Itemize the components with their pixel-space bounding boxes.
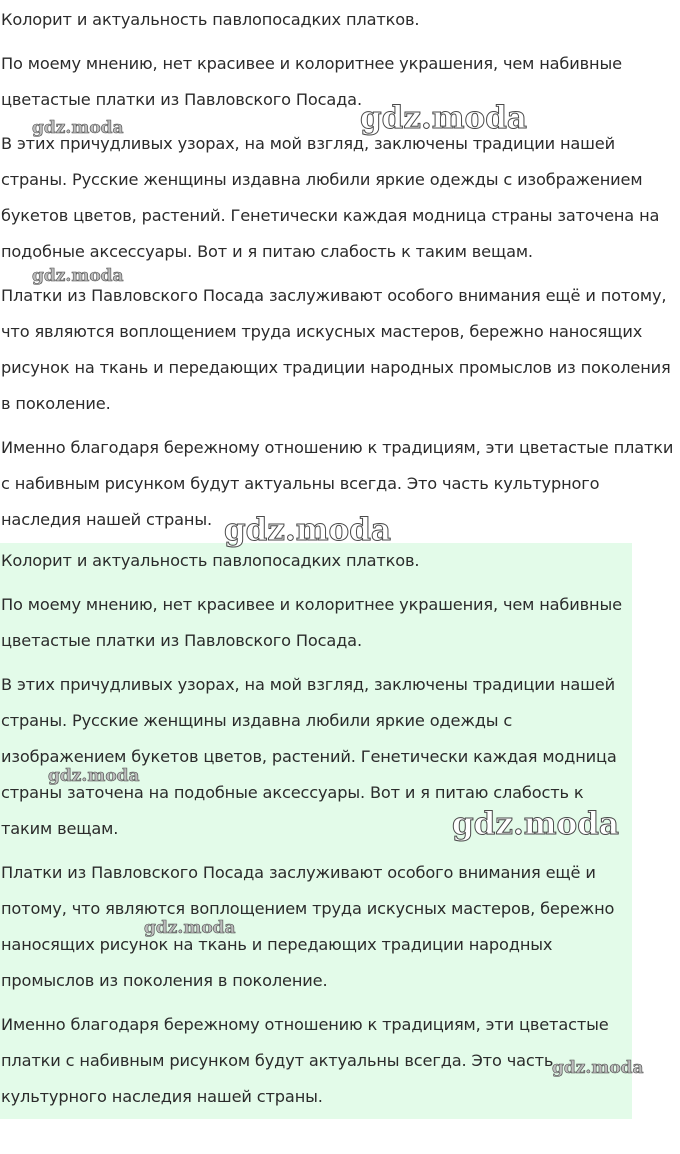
essay-title: [0, 543, 632, 579]
line: В этих причудливых узорах, на мой взгляд, заключены традиции нашей: [1, 134, 615, 153]
essay-highlighted: [0, 543, 632, 1119]
watermark: gdz.moda: [32, 266, 124, 286]
paragraph: [0, 430, 680, 538]
paragraph: [0, 46, 680, 118]
watermark: gdz.moda: [452, 806, 619, 842]
paragraph: [0, 587, 632, 659]
line: культурного наследия нашей страны.: [1, 1087, 323, 1106]
line: изображением букетов цветов, растений. Генетически каждая модница: [1, 747, 617, 766]
line: страны. Русские женщины издавна любили яркие одежды с изображением: [1, 170, 643, 189]
line: Колорит и актуальность павлопосадких платков.: [1, 10, 420, 29]
line: страны. Русские женщины издавна любили яркие одежды с: [1, 711, 513, 730]
watermark: gdz.moda: [48, 766, 140, 786]
line: букетов цветов, растений. Генетически каждая модница страны заточена на: [1, 206, 660, 225]
line: таким вещам.: [1, 819, 119, 838]
paragraph: [0, 667, 632, 847]
line: наносящих рисунок на ткань и передающих традиции народных: [1, 935, 553, 954]
line: Платки из Павловского Посада заслуживают особого внимания ещё и: [1, 863, 596, 882]
line: Именно благодаря бережному отношению к традициям, эти цветастые: [1, 1015, 609, 1034]
essay-title: [0, 2, 680, 38]
watermark: gdz.moda: [360, 100, 527, 136]
paragraph: [0, 1007, 632, 1115]
watermark: gdz.moda: [32, 118, 124, 138]
paragraph: [0, 278, 680, 422]
line: промыслов из поколения в поколение.: [1, 971, 328, 990]
line: с набивным рисунком будут актуальны всегда. Это часть культурного: [1, 474, 600, 493]
line: в поколение.: [1, 394, 111, 413]
line: рисунок на ткань и передающих традиции народных промыслов из поколения: [1, 358, 671, 377]
essay-original: [0, 0, 680, 538]
line: наследия нашей страны.: [1, 510, 212, 529]
line: Именно благодаря бережному отношению к традициям, эти цветастые платки: [1, 438, 674, 457]
paragraph: [0, 126, 680, 270]
line: По моему мнению, нет красивее и колоритнее украшения, чем набивные: [1, 595, 622, 614]
line: что являются воплощением труда искусных мастеров, бережно наносящих: [1, 322, 643, 341]
line: цветастые платки из Павловского Посада.: [1, 631, 362, 650]
line: Колорит и актуальность павлопосадких платков.: [1, 551, 420, 570]
line: цветастые платки из Павловского Посада.: [1, 90, 362, 109]
line: страны заточена на подобные аксессуары. Вот и я питаю слабость к: [1, 783, 584, 802]
watermark: gdz.moda: [552, 1058, 644, 1078]
line: По моему мнению, нет красивее и колоритнее украшения, чем набивные: [1, 54, 622, 73]
watermark: gdz.moda: [144, 918, 236, 938]
line: подобные аксессуары. Вот и я питаю слабость к таким вещам.: [1, 242, 533, 261]
line: В этих причудливых узорах, на мой взгляд, заключены традиции нашей: [1, 675, 615, 694]
paragraph: [0, 855, 632, 999]
watermark: gdz.moda: [224, 512, 391, 548]
line: платки с набивным рисунком будут актуальны всегда. Это часть: [1, 1051, 554, 1070]
line: потому, что являются воплощением труда искусных мастеров, бережно: [1, 899, 615, 918]
line: Платки из Павловского Посада заслуживают особого внимания ещё и потому,: [1, 286, 667, 305]
